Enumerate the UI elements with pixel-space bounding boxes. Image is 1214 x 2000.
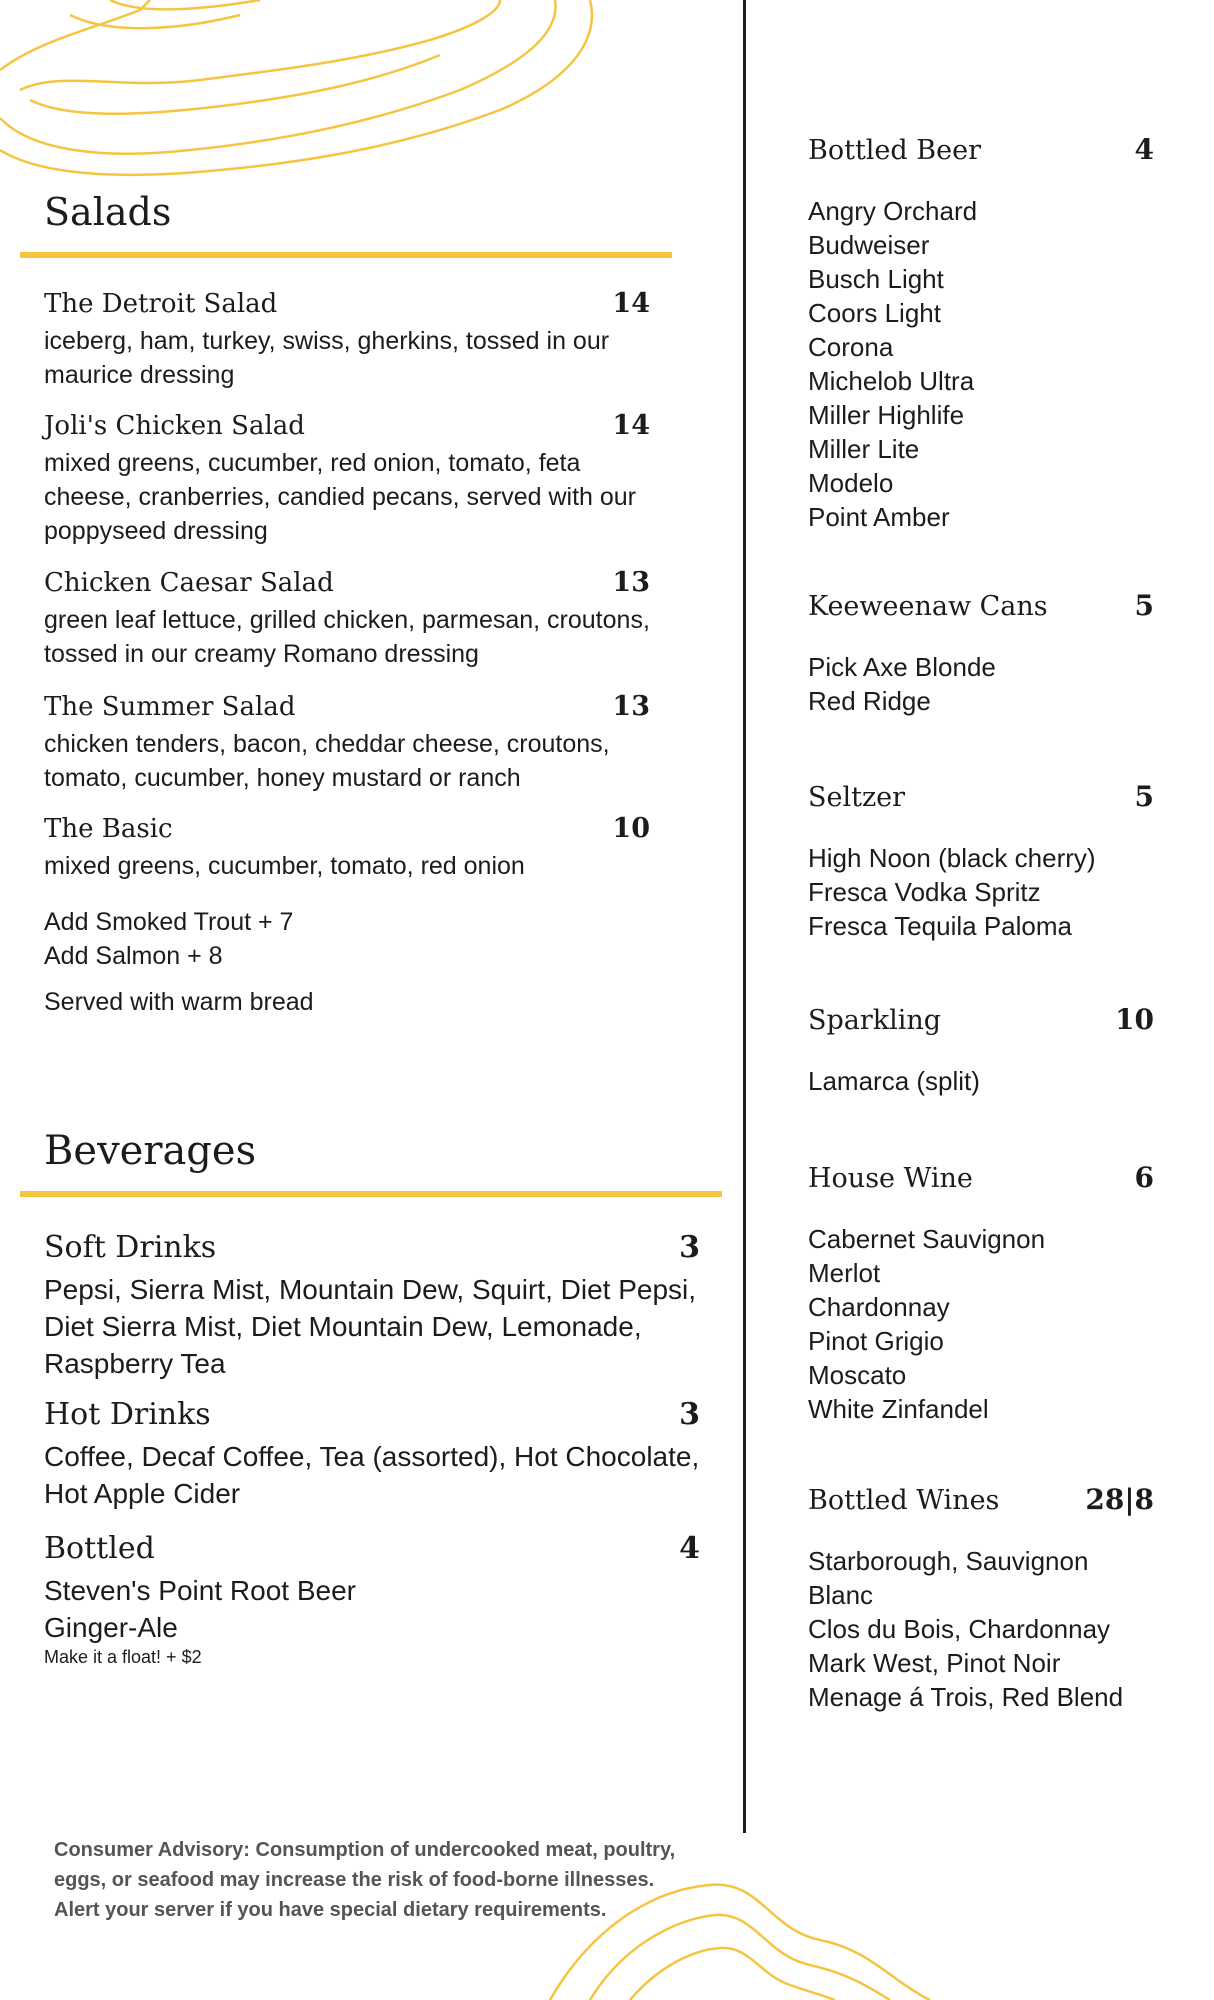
drink-group-price: 10 [1115, 1003, 1154, 1036]
drink-item: Lamarca (split) [808, 1066, 980, 1096]
drink-item: High Noon (black cherry) [808, 843, 1096, 873]
drink-list [808, 841, 1154, 943]
salad-description: chicken tenders, bacon, cheddar cheese, croutons, tomato, cucumber, honey mustard or ranch [44, 730, 610, 792]
drink-item: Red Ridge [808, 686, 931, 716]
drink-group-price: 6 [1134, 1161, 1154, 1194]
salad-description: green leaf lettuce, grilled chicken, parmesan, croutons, tossed in our creamy Romano dressing [44, 606, 650, 668]
consumer-advisory: Consumer Advisory: Consumption of undercooked meat, poultry, eggs, or seafood may increase the risk of food-borne illnesses. Alert your server if you have special dietary requirements. [54, 1839, 676, 1921]
beverage-line: Steven's Point Root Beer [44, 1575, 356, 1606]
salad-description: mixed greens, cucumber, red onion, tomato, feta cheese, cranberries, candied pecans, served with our poppyseed dressing [44, 449, 636, 545]
drink-group [808, 133, 1154, 534]
beverage-item [44, 1230, 700, 1382]
drink-item: Fresca Tequila Paloma [808, 911, 1072, 941]
drink-group [808, 1161, 1154, 1426]
drink-item: Point Amber [808, 502, 950, 532]
drink-item: Miller Highlife [808, 400, 965, 430]
beverages-title: Beverages [44, 1128, 257, 1174]
beverage-name: Soft Drinks [44, 1230, 217, 1265]
beverage-description: Coffee, Decaf Coffee, Tea (assorted), Hot Chocolate, Hot Apple Cider [44, 1441, 700, 1509]
drink-item: Busch Light [808, 264, 944, 294]
salad-price: 14 [612, 288, 650, 319]
salad-item [44, 813, 650, 883]
salad-name: The Summer Salad [44, 692, 296, 722]
salad-name: The Detroit Salad [44, 289, 278, 319]
drink-group [808, 1483, 1154, 1714]
drink-item: Mark West, Pinot Noir [808, 1648, 1061, 1678]
drink-item: Michelob Ultra [808, 366, 975, 396]
drink-item: Miller Lite [808, 434, 920, 464]
drink-item: White Zinfandel [808, 1394, 989, 1424]
column-divider [743, 0, 746, 1833]
beverage-price: 3 [679, 1397, 700, 1432]
beverages-title-underline [20, 1191, 722, 1197]
salad-description: iceberg, ham, turkey, swiss, gherkins, tossed in our maurice dressing [44, 327, 610, 389]
drink-item: Budweiser [808, 230, 930, 260]
drink-list [808, 1222, 1154, 1426]
drink-list [808, 650, 1154, 718]
drink-list [808, 194, 1154, 534]
beverage-name: Bottled [44, 1531, 155, 1566]
beverage-description: Pepsi, Sierra Mist, Mountain Dew, Squirt, Diet Pepsi, Diet Sierra Mist, Diet Mountain Dew, Lemonade, Raspberry Tea [44, 1274, 697, 1379]
salads-title: Salads [44, 190, 172, 234]
salad-item [44, 288, 650, 392]
drink-item: Coors Light [808, 298, 941, 328]
drink-list [808, 1544, 1154, 1714]
beverage-price: 4 [679, 1531, 700, 1566]
drink-item: Corona [808, 332, 894, 362]
drink-list [808, 1064, 1154, 1098]
served-with-note: Served with warm bread [44, 988, 314, 1016]
drink-item: Clos du Bois, Chardonnay [808, 1614, 1111, 1644]
salad-name: Joli's Chicken Salad [44, 411, 305, 441]
drink-group-name: Sparkling [808, 1005, 942, 1036]
salad-addons [44, 905, 293, 973]
drink-item: Modelo [808, 468, 894, 498]
drink-item: Angry Orchard [808, 196, 978, 226]
salad-price: 13 [612, 691, 650, 722]
salad-name: Chicken Caesar Salad [44, 568, 334, 598]
drink-item: Cabernet Sauvignon [808, 1224, 1046, 1254]
salad-name: The Basic [44, 814, 173, 844]
decorative-swirl-top [0, 0, 620, 200]
drink-group-price: 5 [1134, 589, 1154, 622]
drink-group-name: Bottled Wines [808, 1485, 1000, 1516]
salad-item [44, 691, 650, 795]
beverage-name: Hot Drinks [44, 1397, 211, 1432]
drink-group [808, 1003, 1154, 1098]
salad-price: 13 [612, 567, 650, 598]
drink-item: Fresca Vodka Spritz [808, 877, 1041, 907]
salad-description: mixed greens, cucumber, tomato, red onion [44, 852, 525, 880]
drink-group-name: House Wine [808, 1163, 973, 1194]
drink-group-name: Seltzer [808, 782, 906, 813]
beverage-description [44, 1572, 700, 1646]
drink-item: Moscato [808, 1360, 907, 1390]
drink-group-name: Keeweenaw Cans [808, 591, 1048, 622]
beverage-price: 3 [679, 1230, 700, 1265]
addon-line: Add Smoked Trout + 7 [44, 908, 294, 936]
drink-item: Pick Axe Blonde [808, 652, 996, 682]
float-note: Make it a float! + $2 [44, 1647, 202, 1667]
drink-item: Menage á Trois, Red Blend [808, 1682, 1124, 1712]
salad-item [44, 567, 650, 671]
drink-item: Merlot [808, 1258, 881, 1288]
salad-item [44, 410, 650, 548]
beverage-item [44, 1531, 700, 1668]
beverage-line: Ginger-Ale [44, 1612, 178, 1643]
drink-group-name: Bottled Beer [808, 135, 981, 166]
salad-price: 14 [612, 410, 650, 441]
drink-group-price: 5 [1134, 780, 1154, 813]
drink-item: Chardonnay [808, 1292, 950, 1322]
beverage-item [44, 1397, 700, 1512]
drink-group-price: 28|8 [1085, 1483, 1154, 1516]
addon-line: Add Salmon + 8 [44, 942, 223, 970]
drink-group [808, 589, 1154, 718]
drink-group-price: 4 [1134, 133, 1154, 166]
drink-group [808, 780, 1154, 943]
drink-item: Starborough, Sauvignon Blanc [808, 1546, 1089, 1610]
salads-title-underline [20, 252, 672, 258]
drink-item: Pinot Grigio [808, 1326, 944, 1356]
salad-price: 10 [612, 813, 650, 844]
